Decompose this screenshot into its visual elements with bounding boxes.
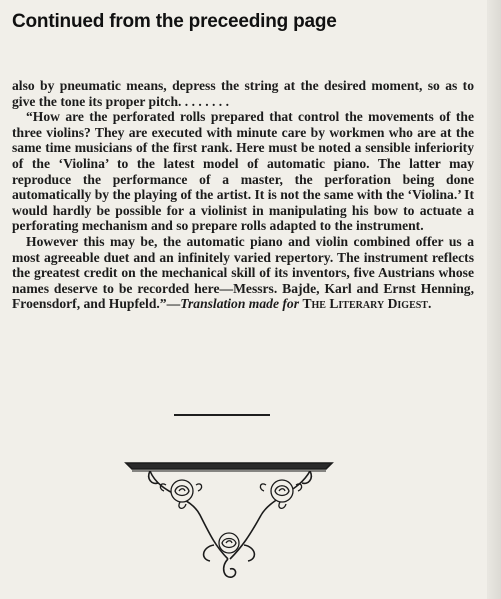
translation-credit: Translation made for: [180, 296, 300, 312]
paragraph-3-text: However this may be, the automatic piano and violin combined offer us a most agreeable duet and an infinitely varied repertory. The instrument reflects the greatest credit on the mechanical skill of its inventors, five Austrians whose names deserve to be recorded here—Messrs. Bajde, Karl and Ernst Henning, Froensdorf, and Hupfeld.”—: [12, 233, 474, 312]
left-rose-icon: [160, 480, 201, 508]
section-divider-rule: [174, 414, 270, 416]
paragraph-2: “How are the perforated rolls prepared that control the movements of the three violins? They are executed with minute care by workmen who are at the same time musicians of the first rank. Here must be noted a sensible inferiority of the ‘Violina’ to the latest model of automatic piano. The latter may reproduce the performance of a master, the perforation being done automatically by the playing of the artist. It is not the same with the ‘Violina.’ It would hardly be possible for a violinist in manipulating his bow to actuate a perforating mechanism and so prepare rolls adapted to the instrument.: [12, 109, 474, 234]
right-rose-icon: [260, 480, 301, 508]
source-publication: The Literary Digest.: [302, 296, 432, 312]
paragraph-1: also by pneumatic means, depress the string at the desired moment, so as to give the tone its proper pitch. . . . . . . .: [12, 78, 474, 109]
continued-heading: Continued from the preceeding page: [12, 11, 337, 32]
floral-shelf-bracket-icon: [120, 455, 338, 585]
page-edge-shadow: [487, 0, 501, 599]
article-body: [12, 78, 474, 312]
paragraph-3: [12, 234, 474, 312]
bottom-rose-icon: [219, 533, 239, 553]
